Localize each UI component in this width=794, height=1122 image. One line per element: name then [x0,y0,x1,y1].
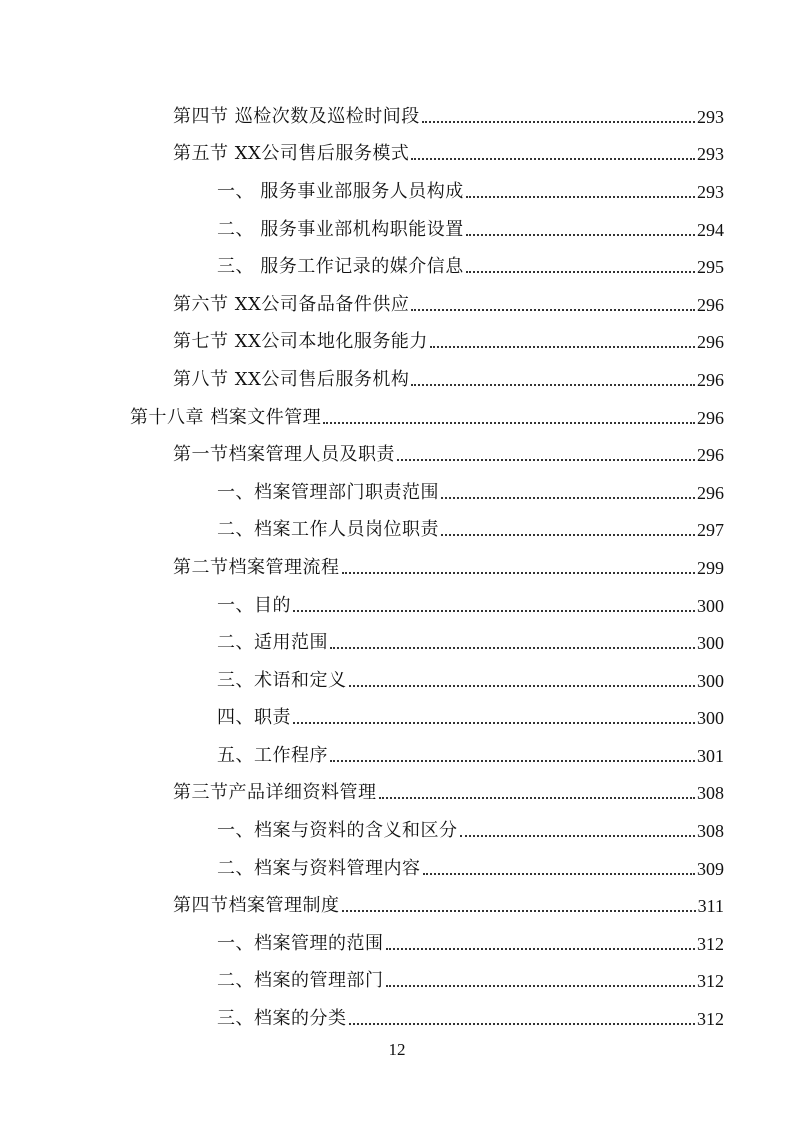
toc-entry-page: 308 [697,821,724,842]
toc-entry[interactable] [0,359,794,397]
toc-entry-title: 第五节 XX公司售后服务模式 [173,143,410,165]
toc-entry-page: 301 [697,745,724,766]
toc-entry-title: 五、工作程序 [217,744,328,766]
toc-entry-page: 296 [697,445,724,466]
toc-entry-title: 第三节产品详细资料管理 [173,782,377,804]
page-number: 12 [388,1040,406,1059]
toc-entry-page: 294 [697,219,724,240]
toc-entry[interactable] [0,510,794,548]
toc-dot-leader [342,571,696,574]
toc-entry-page: 311 [697,896,724,917]
toc-entry-page: 312 [697,971,724,992]
toc-entry[interactable] [0,547,794,585]
toc-entry[interactable] [0,209,794,247]
toc-dot-leader [379,796,696,799]
toc-dot-leader [411,383,695,386]
toc-entry-title: 第六节 XX公司备品备件供应 [173,293,410,315]
toc-entry-page: 296 [697,369,724,390]
toc-entry-page: 296 [697,407,724,428]
toc-entry-page: 293 [697,144,724,165]
toc-dot-leader [466,270,695,273]
toc-entry-title: 二、 服务事业部机构职能设置 [217,218,464,240]
toc-entry[interactable] [0,998,794,1036]
toc-dot-leader [466,233,695,236]
toc-dot-leader [411,308,695,311]
toc-dot-leader [460,834,696,837]
toc-entry-page: 297 [697,520,724,541]
toc-entry-page: 296 [697,332,724,353]
toc-entry[interactable] [0,284,794,322]
toc-entry[interactable] [0,434,794,472]
toc-dot-leader [386,984,696,987]
toc-entry-page: 309 [697,858,724,879]
toc-entry-title: 一、档案管理部门职责范围 [217,481,439,503]
toc-entry-title: 三、档案的分类 [217,1008,347,1030]
toc-entry-title: 二、档案工作人员岗位职责 [217,519,439,541]
toc-dot-leader [342,909,696,912]
toc-entry[interactable] [0,810,794,848]
toc-entry[interactable] [0,773,794,811]
toc-dot-leader [330,759,695,762]
toc-entry-page: 312 [697,1009,724,1030]
toc-entry-page: 308 [697,783,724,804]
toc-entry-title: 第四节档案管理制度 [173,895,340,917]
toc-entry-title: 第八节 XX公司售后服务机构 [173,368,410,390]
toc-entry-title: 三、术语和定义 [217,669,347,691]
toc-dot-leader [441,533,695,536]
toc-entry-page: 300 [697,670,724,691]
toc-dot-leader [441,496,695,499]
toc-entry[interactable] [0,885,794,923]
toc-entry[interactable] [0,322,794,360]
toc-entry-page: 300 [697,595,724,616]
toc-dot-leader [293,609,695,612]
toc-entry-page: 312 [697,933,724,954]
toc-entry[interactable] [0,397,794,435]
toc-dot-leader [349,1022,696,1025]
toc-entry[interactable] [0,848,794,886]
toc-entry-title: 第十八章 档案文件管理 [130,406,322,428]
toc-entry-page: 296 [697,294,724,315]
toc-dot-leader [397,458,695,461]
toc-entry[interactable] [0,735,794,773]
toc-entry-title: 一、档案与资料的含义和区分 [217,820,458,842]
toc-entry-page: 300 [697,708,724,729]
toc-entry[interactable] [0,923,794,961]
toc-entry-title: 二、档案的管理部门 [217,970,384,992]
toc-entry[interactable] [0,472,794,510]
toc-dot-leader [422,120,695,123]
toc-entry-page: 293 [697,106,724,127]
toc-dot-leader [423,872,696,875]
toc-entry-page: 300 [697,633,724,654]
toc-dot-leader [349,684,696,687]
toc-entry-title: 二、档案与资料管理内容 [217,857,421,879]
toc-entry[interactable] [0,134,794,172]
toc-entry-page: 293 [697,181,724,202]
toc-entry-page: 295 [697,257,724,278]
toc-entry-title: 第四节 巡检次数及巡检时间段 [173,105,420,127]
toc-entry[interactable] [0,622,794,660]
toc-dot-leader [411,157,695,160]
toc-entry[interactable] [0,246,794,284]
toc-entry-title: 一、 服务事业部服务人员构成 [217,180,464,202]
toc-entry[interactable] [0,698,794,736]
toc-dot-leader [293,721,695,724]
toc-dot-leader [386,947,696,950]
toc-dot-leader [323,421,695,424]
toc-entry[interactable] [0,961,794,999]
toc-entry-title: 二、适用范围 [217,632,328,654]
toc-dot-leader [466,195,695,198]
toc-entry-title: 第二节档案管理流程 [173,556,340,578]
toc-entry-page: 296 [697,482,724,503]
toc-entry-title: 一、档案管理的范围 [217,932,384,954]
toc-entry-page: 299 [697,557,724,578]
toc-entry-title: 第七节 XX公司本地化服务能力 [173,331,428,353]
toc-entry[interactable] [0,171,794,209]
toc-entry-title: 四、职责 [217,707,291,729]
toc-entry-title: 三、 服务工作记录的媒介信息 [217,256,464,278]
toc-entry-title: 一、目的 [217,594,291,616]
toc-dot-leader [430,345,695,348]
toc-entry[interactable] [0,660,794,698]
toc-entry-title: 第一节档案管理人员及职责 [173,444,395,466]
toc-entry[interactable] [0,585,794,623]
toc-dot-leader [330,646,695,649]
toc-entry[interactable] [0,96,794,134]
table-of-contents [0,96,794,1036]
